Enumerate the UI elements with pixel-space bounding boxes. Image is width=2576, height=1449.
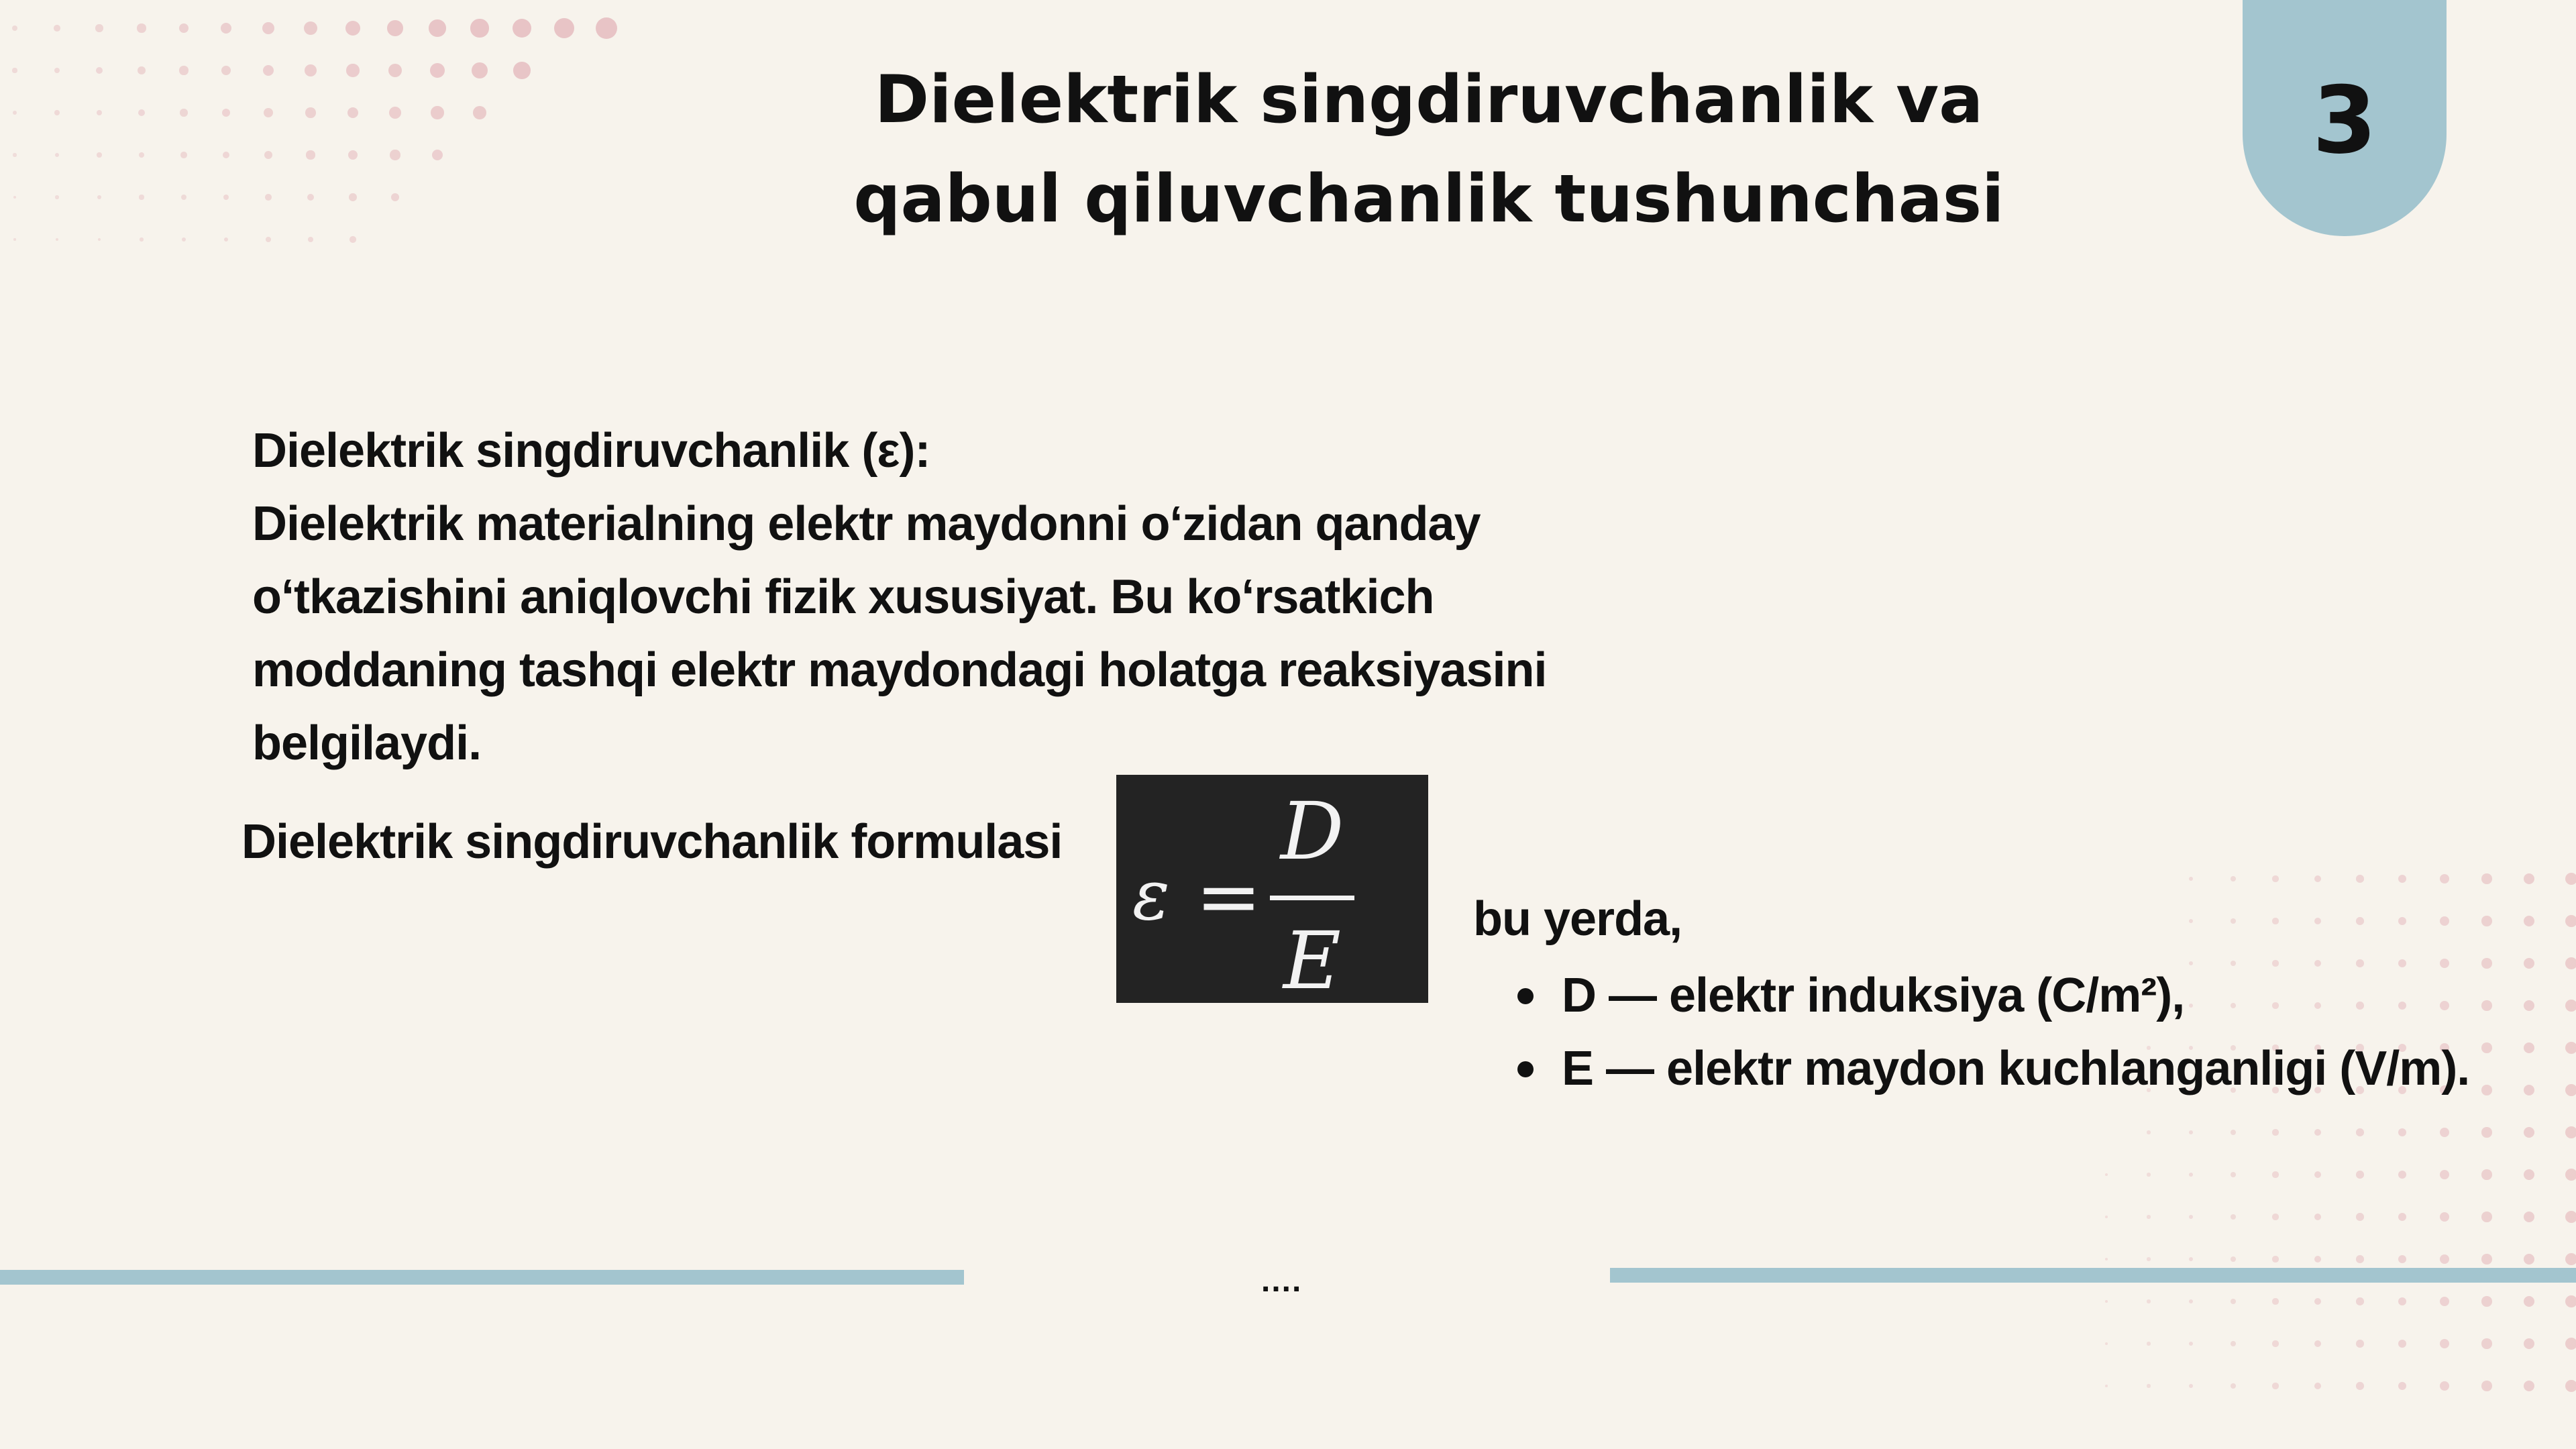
decorative-dot [2231, 876, 2236, 881]
decorative-dot [13, 238, 15, 240]
decorative-dot [138, 109, 145, 116]
list-item-text: E — elektr maydon kuchlanganligi (V/m). [1562, 1042, 2470, 1095]
page-number-badge [2243, 0, 2447, 236]
decorative-dot [308, 237, 313, 242]
decorative-dot [2481, 1169, 2491, 1179]
decorative-dot [2231, 1172, 2236, 1177]
decorative-dot [2147, 1130, 2150, 1134]
decorative-dot [2272, 1383, 2278, 1389]
decorative-dot [2481, 873, 2491, 883]
decorative-dot [2565, 873, 2576, 885]
decorative-dot [2565, 915, 2576, 927]
formula-denominator: E [1283, 914, 1342, 1003]
decorative-dot [388, 64, 402, 78]
where-text: bu yerda, [1473, 892, 1682, 946]
decorative-dot [2524, 1042, 2535, 1054]
decorative-dot [431, 106, 443, 119]
decorative-dot [2481, 916, 2491, 926]
decorative-dot [265, 194, 272, 201]
decorative-dot [2565, 1000, 2576, 1012]
decorative-dot [429, 19, 445, 36]
decorative-dot [2398, 1255, 2407, 1264]
decorative-dot [2398, 1213, 2407, 1222]
decorative-dot [2524, 1085, 2535, 1096]
decorative-dot [2189, 877, 2194, 881]
decorative-dot [2105, 1173, 2108, 1176]
definition-line: o‘tkazishini aniqlovchi fizik xususiyat. Bu ko‘rsatkich [252, 570, 1434, 624]
decorative-dot [262, 22, 274, 34]
page-number: 3 [2312, 66, 2377, 174]
decorative-dot [221, 23, 232, 34]
decorative-dot [222, 109, 231, 117]
decorative-dot [2440, 874, 2449, 883]
decorative-dot [2481, 1338, 2491, 1348]
formula-equals: = [1195, 850, 1262, 943]
decorative-dot [472, 62, 488, 78]
decorative-dot [432, 150, 443, 160]
decorative-dot [2272, 1340, 2278, 1346]
decorative-dot [2231, 1341, 2236, 1346]
decorative-dot [2481, 1000, 2491, 1010]
decorative-dot [180, 109, 187, 116]
decorative-dot [2189, 1299, 2194, 1304]
decorative-dot [54, 110, 59, 115]
formula-fraction-bar [1270, 896, 1354, 900]
formula-lhs: ε [1132, 854, 1170, 936]
decorative-dot [2398, 1297, 2407, 1306]
decorative-dot [2481, 1381, 2491, 1391]
decorative-dot [2105, 1258, 2108, 1260]
decorative-dot [2314, 918, 2321, 924]
decorative-dot [180, 152, 187, 158]
decorative-dot [470, 19, 488, 37]
list-item [1517, 959, 2469, 1032]
decorative-dot [350, 236, 356, 242]
decorative-dot [12, 25, 17, 31]
decorative-dot [2565, 957, 2576, 969]
decorative-dot [264, 108, 273, 117]
bullet-icon [1517, 1061, 1534, 1077]
decorative-dot [2481, 958, 2491, 968]
decorative-dot [2231, 918, 2236, 924]
decorative-dot [348, 150, 358, 160]
bullet-icon [1517, 988, 1534, 1004]
decorative-dot [2189, 1215, 2194, 1220]
decorative-dot [97, 110, 103, 116]
formula-label: Dielektrik singdiruvchanlik formulasi [241, 815, 1063, 869]
decorative-dot [390, 150, 400, 160]
decorative-dot [2231, 1256, 2236, 1262]
decorative-dot [2231, 1214, 2236, 1220]
decorative-dot [179, 23, 189, 34]
decorative-dot [2356, 1382, 2364, 1390]
decorative-dot [2314, 1383, 2321, 1389]
decorative-dot [2231, 1130, 2236, 1135]
decorative-dot [2398, 1340, 2407, 1348]
decorative-dot [2314, 1298, 2321, 1305]
decorative-dot [97, 195, 101, 199]
decorative-dot [2272, 1298, 2278, 1304]
decorative-dot [13, 111, 17, 115]
decorative-dot [2398, 1171, 2407, 1179]
decorative-dot [2565, 1253, 2576, 1265]
decorative-dot [2440, 916, 2449, 926]
decorative-dot [307, 194, 315, 201]
decorative-dot [349, 193, 357, 201]
decorative-dot [2398, 1382, 2407, 1391]
decorative-dot [2231, 1299, 2236, 1304]
decorative-dot [264, 151, 272, 159]
variable-list [1517, 959, 2469, 1106]
decorative-dot [13, 196, 16, 199]
decorative-dot [12, 68, 17, 72]
decorative-dot [223, 195, 229, 201]
slide-title [792, 50, 2066, 249]
decorative-dot [2272, 875, 2278, 881]
decorative-dot [224, 237, 229, 242]
decorative-dot [2440, 1297, 2449, 1306]
decorative-dot [2356, 1340, 2364, 1348]
decorative-dot [389, 107, 401, 119]
decorative-dot [305, 107, 315, 117]
decorative-dot [2524, 1212, 2535, 1223]
list-item-text: D — elektr induksiya (C/m²), [1562, 969, 2185, 1022]
decorative-dot [2356, 917, 2364, 925]
decorative-dot [2565, 1126, 2576, 1138]
decorative-dot [2314, 1256, 2321, 1263]
decorative-dot [346, 64, 359, 76]
decorative-dot [182, 237, 186, 241]
decorative-dot [139, 195, 144, 199]
decorative-dot [2356, 1171, 2364, 1179]
decorative-dot [97, 152, 101, 157]
decorative-dot [2147, 1215, 2150, 1218]
decorative-dot [139, 152, 145, 158]
decorative-dot [2524, 958, 2535, 969]
slide-title-line-1: Dielektrik singdiruvchanlik va [874, 62, 1984, 138]
decorative-dot [2524, 1000, 2535, 1012]
decorative-dot [596, 17, 617, 39]
decorative-dot [2440, 1381, 2449, 1391]
footer-bar-left [0, 1270, 964, 1285]
decorative-dot [2565, 1380, 2576, 1392]
decorative-dot [2565, 1169, 2576, 1181]
decorative-dot [2356, 1128, 2364, 1136]
decorative-dot [2524, 1127, 2535, 1138]
decorative-dot [2147, 1342, 2150, 1345]
decorative-dot [347, 107, 359, 119]
definition-line: belgilaydi. [252, 716, 482, 770]
decorative-dot [2356, 875, 2364, 883]
definition-heading: Dielektrik singdiruvchanlik (ε): [252, 424, 930, 478]
formula-image [1116, 775, 1428, 1003]
decorative-dot [2272, 1171, 2278, 1177]
definition-line: Dielektrik materialning elektr maydonni o‘zidan qanday [252, 497, 1481, 551]
decorative-dot [2189, 1130, 2194, 1135]
decorative-dot [2147, 1173, 2150, 1176]
decorative-dot [2565, 1211, 2576, 1223]
decorative-dot [55, 195, 58, 199]
decorative-dot [513, 19, 532, 38]
decorative-dot [387, 20, 403, 36]
decorative-dot [179, 66, 188, 74]
decorative-dot [304, 21, 317, 35]
formula-svg [1116, 775, 1428, 1003]
decorative-dot [2524, 1338, 2535, 1350]
decorative-dot [223, 152, 230, 159]
decorative-dot [13, 153, 16, 156]
decorative-dot [96, 67, 103, 74]
decorative-dot [2314, 875, 2321, 882]
definition-paragraph [252, 415, 1547, 780]
decorative-dot [2105, 1300, 2108, 1303]
decorative-dot [2481, 1296, 2491, 1306]
decorative-dot [2314, 1340, 2321, 1347]
decorative-dot [2272, 1256, 2278, 1262]
decorative-dot [138, 66, 146, 74]
decorative-dot [2481, 1127, 2491, 1137]
decorative-dot [2524, 873, 2535, 885]
decorative-dot [306, 150, 315, 159]
decorative-dot [2105, 1216, 2108, 1218]
decorative-dot [2398, 1128, 2407, 1137]
decorative-dot [2565, 1042, 2576, 1054]
decorative-dot [2524, 1296, 2535, 1307]
decorative-dot [2481, 1254, 2491, 1264]
decorative-dot [2565, 1084, 2576, 1096]
decorative-dot [2189, 1384, 2194, 1389]
decorative-dot [2147, 1257, 2150, 1260]
decorative-dot [95, 24, 103, 32]
decorative-dot [54, 68, 60, 74]
decorative-dot [2524, 1169, 2535, 1181]
decorative-dot [2272, 1129, 2278, 1135]
decorative-dot [2398, 875, 2407, 883]
decorative-dot [266, 237, 271, 242]
slide-title-line-2: qabul qiluvchanlik tushunchasi [853, 161, 2004, 237]
decorative-dot [2440, 1170, 2449, 1179]
decorative-dot [2147, 1384, 2150, 1387]
decorative-dot [2189, 1257, 2194, 1262]
decorative-dot [2440, 1254, 2449, 1264]
decorative-dot [430, 63, 445, 78]
decorative-dot [473, 106, 487, 120]
decorative-dot [55, 153, 59, 157]
decorative-dot [2189, 1173, 2194, 1177]
decorative-dot [391, 193, 400, 202]
decorative-dot [98, 238, 101, 241]
decorative-dot [2398, 917, 2407, 926]
formula-numerator: D [1280, 785, 1344, 877]
decorative-dot [345, 21, 360, 36]
decorative-dot [2314, 1129, 2321, 1136]
decorative-dot [2440, 1339, 2449, 1348]
decorative-dot [2565, 1295, 2576, 1307]
decorative-dot [2105, 1385, 2108, 1387]
decorative-dot [140, 237, 144, 241]
decorative-dot [263, 65, 274, 76]
decorative-dot [513, 62, 530, 78]
decorative-dot [2231, 1383, 2236, 1389]
decorative-dot [2524, 916, 2535, 927]
decorative-dot [137, 23, 146, 32]
decorative-dot [554, 18, 575, 39]
decorative-dot [2314, 1171, 2321, 1178]
footer-ellipsis: .... [1261, 1263, 1303, 1299]
decorative-dot [2440, 1128, 2449, 1137]
definition-line: moddaning tashqi elektr maydondagi holatga reaksiyasini [252, 643, 1547, 697]
decorative-dot [2272, 918, 2278, 924]
decorative-dot [2440, 1212, 2449, 1222]
decorative-dot [2565, 1338, 2576, 1350]
decorative-dot [2356, 1297, 2364, 1305]
decorative-dot [2189, 1342, 2194, 1346]
decorative-dot [2481, 1212, 2491, 1222]
footer-bar-right [1610, 1268, 2576, 1283]
decorative-dot [2147, 1299, 2150, 1303]
decorative-dot [2356, 1255, 2364, 1263]
decorative-dot [2524, 1381, 2535, 1392]
decorative-dot [2105, 1342, 2108, 1345]
decorative-dot [2272, 1214, 2278, 1220]
decorative-dot [54, 25, 60, 32]
decorative-dot [56, 238, 58, 241]
decorative-dot [305, 64, 317, 76]
decorative-dot [2481, 1042, 2491, 1053]
decorative-dot [221, 66, 231, 76]
decorative-dot [2314, 1214, 2321, 1220]
decorative-dot [2356, 1213, 2364, 1221]
decorative-dot [2524, 1254, 2535, 1265]
decorative-dot [181, 195, 186, 200]
decorative-dot [2481, 1085, 2491, 1095]
decorative-dot [2189, 919, 2194, 924]
list-item [1517, 1032, 2469, 1106]
